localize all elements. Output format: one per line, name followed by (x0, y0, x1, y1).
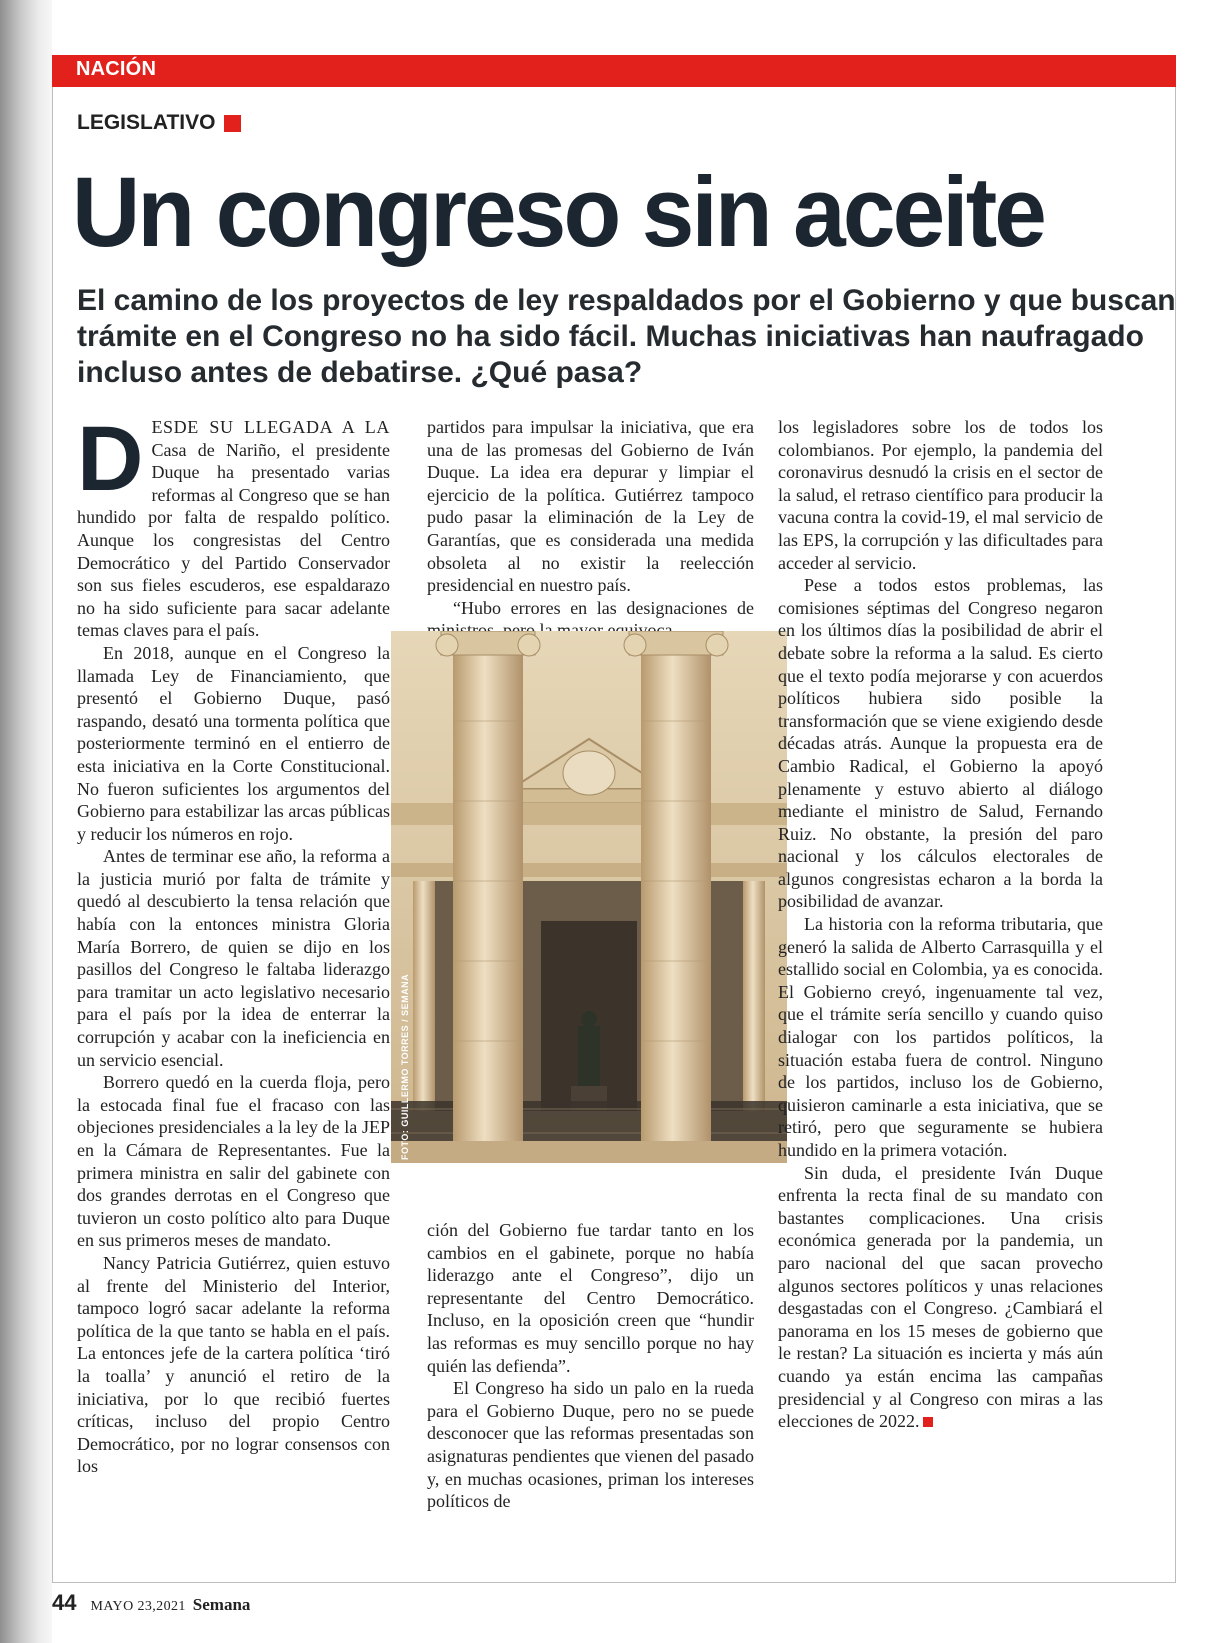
lead-in: ESDE SU LLEGADA A LA (151, 417, 390, 437)
headline: Un congreso sin aceite (72, 156, 1045, 267)
column-2-top (427, 416, 754, 642)
rubric-label: LEGISLATIVO (77, 111, 216, 134)
rubric-marker (224, 115, 241, 132)
paragraph (77, 408, 390, 642)
issue-date: MAYO 23,2021 (90, 1599, 186, 1614)
drop-cap: D (77, 408, 144, 510)
section-bar (52, 55, 1176, 87)
column-3 (778, 416, 1103, 1433)
page-number: 44 (52, 1590, 77, 1615)
capitol-illustration (391, 631, 787, 1163)
paragraph: En 2018, aunque en el Congreso la llamada Ley de Financiamiento, que presentó el Gobierno Duque, pasó raspando, desató una tormenta política que posteriormente terminó en el entierro de esta iniciativa en la Corte Constitucional. No fueron suficientes los argumentos del Gobierno para estabilizar las arcas públicas y reducir los números en rojo. (77, 642, 390, 844)
column-2-bottom (427, 1219, 754, 1513)
paragraph: El Congreso ha sido un palo en la rueda para el Gobierno Duque, pero no se puede desconocer que las reformas presentadas son asignaturas pendientes que vienen del pasado y, en muchas ocasiones, priman los intereses políticos de (427, 1378, 754, 1512)
photo-credit: FOTO: GUILLERMO TORRES / SEMANA (400, 973, 410, 1160)
paragraph-text: Casa de Nariño, el presidente Duque ha presentado varias reformas al Congreso que se han hundido por falta de respaldo político. Aunque los congresistas del Centro Democrático y del Partido Conservador son sus fieles escuderos, ese espaldarazo no ha sido suficiente para sacar adelante temas claves para el país. (77, 439, 390, 641)
paragraph: “Hubo errores en las designaciones de (453, 597, 754, 618)
paragraph: ción del Gobierno fue tardar tanto en los cambios en el gabinete, porque no había liderazgo ante el Congreso”, dijo un representante del Centro Democrático. Incluso, en la oposición creen que “hundir las reformas es muy sencillo porque no hay quién las defienda”. (427, 1220, 754, 1376)
magazine-name: Semana (192, 1595, 251, 1614)
paragraph: Antes de terminar ese año, la reforma a la justicia murió por falta de trámite y quedó al descubierto la tensa relación que había con la entonces ministra Gloria María Borrero, de quien se dijo en los pasillos del Congreso le faltaba liderazgo para tramitar un acto legislativo necesario para el país por la idea de enterrar la corrupción y acabar con la ineficiencia en un servicio esencial. (77, 846, 390, 1070)
paragraph: los legisladores sobre los de todos los colombianos. Por ejemplo, la pandemia del coronavirus desnudó la crisis en el sector de la salud, el retraso científico para producir la vacuna contra la covid-19, el mal servicio de las EPS, la corrupción y las dificultades para acceder al servicio. (778, 417, 1103, 573)
paragraph: partidos para impulsar la iniciativa, que era una de las promesas del Gobierno de Iván Duque. La idea era depurar y limpiar el ejercicio de la política. Gutiérrez tampoco pudo pasar la eliminación de la Ley de Garantías, que es considerada una medida obsoleta al no existir la reelección presidencial en nuestro país. (427, 417, 754, 596)
end-mark (923, 1417, 933, 1427)
paragraph: La historia con la reforma tributaria, que generó la salida de Alberto Carrasquilla y el estallido social en Colombia, ya es conocida. El Gobierno creyó, ingenuamente tal vez, que el trámite sería sencillo y cuando quiso dialogar con los partidos políticos, la situación estaba fuera de control. Ninguno de los partidos, incluso los de Gobierno, quisieron caminarle a esta iniciativa, que se retiró, pero que seguramente se hubiera hundido en la primera votación. (778, 914, 1103, 1160)
paragraph (778, 1162, 1103, 1433)
congress-building-photo (391, 631, 787, 1163)
deck: El camino de los proyectos de ley respaldados por el Gobierno y que buscan trámite en el Congreso no ha sido fácil. Muchas iniciativas han naufragado incluso antes de debatirse. ¿Qué pasa? (77, 284, 1176, 389)
column-1 (77, 408, 390, 1478)
paragraph: Borrero quedó en la cuerda floja, pero la estocada final fue el fracaso con las objeciones presidenciales a la ley de la JEP en la Cámara de Representantes. Fue la primera ministra en salir del gabinete con dos grandes derrotas en el Congreso que tuvieron un costo político alto para Duque en sus primeros meses de mandato. (77, 1072, 390, 1251)
page-spine-shadow (0, 0, 52, 1643)
section-label: NACIÓN (76, 58, 157, 80)
paragraph-text: Sin duda, el presidente Iván Duque enfrenta la recta final de su mandato con bastantes complicaciones. Una crisis económica generada por la pandemia, un paro nacional del que sacan provecho algunos sectores políticos y unas relaciones desgastadas con el Congreso. ¿Cambiará el panorama en los 15 meses de gobierno que le restan? La situación es incierta y más aún cuando ya están encima las campañas presidencial y al Congreso con miras a las elecciones de 2022. (778, 1162, 1103, 1432)
page-footer (52, 1590, 250, 1616)
paragraph: Pese a todos estos problemas, las comisiones séptimas del Congreso negaron en los últimos días la posibilidad de abrir el debate sobre la reforma a la salud. Es cierto que el texto podía mejorarse y con acuerdos políticos hubiera sido posible la transformación que se viene exigiendo desde décadas atrás. Aunque la propuesta era de Cambio Radical, el Gobierno la apoyó plenamente y estuvo abierto al diálogo mediante el ministro de Salud, Fernando Ruiz. No obstante, la presión del paro nacional y los cálculos electorales de algunos congresistas echaron a la borda la posibilidad de avanzar. (778, 575, 1103, 912)
rubric (77, 111, 241, 135)
paragraph: Nancy Patricia Gutiérrez, quien estuvo al frente del Ministerio del Interior, tampoco logró sacar adelante la reforma política de la que tanto se habla en el país. La entonces jefe de la cartera política ‘tiró la toalla’ y anunció el retiro de la iniciativa, por lo que recibió fuertes críticas, incluso del propio Centro Democrático, por no lograr consensos con los (77, 1252, 390, 1477)
